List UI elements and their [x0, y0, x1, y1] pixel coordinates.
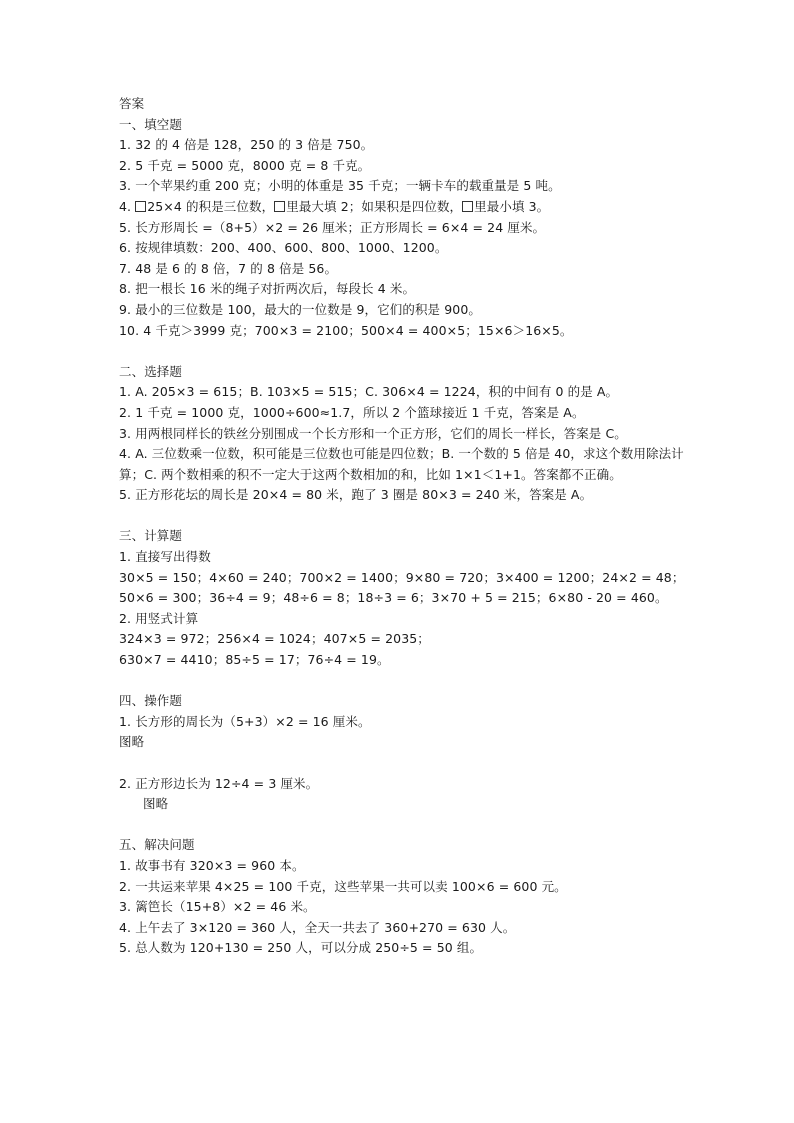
- section-heading-operation: 四、操作题: [119, 693, 183, 709]
- section-spacer: [119, 671, 719, 692]
- answer-item: 50×6 = 300；36÷4 = 9；48÷6 = 8；18÷3 = 6；3×70 + 5 = 215；6×80 - 20 = 460。: [119, 590, 668, 606]
- section-spacer: [119, 506, 719, 527]
- answer-item: 3. 篱笆长（15+8）×2 = 46 米。: [119, 899, 316, 915]
- figure-omitted-note: 图略: [119, 734, 145, 750]
- answer-item: 8. 把一根长 16 米的绳子对折两次后，每段长 4 米。: [119, 281, 416, 297]
- answer-item: 6. 按规律填数：200、400、600、800、1000、1200。: [119, 240, 448, 256]
- answer-item: 1. A. 205×3 = 615；B. 103×5 = 515；C. 306×4 = 1224，积的中间有 0 的是 A。: [119, 384, 619, 400]
- answer-text: 25×4 的积是三位数，: [147, 198, 275, 214]
- answer-text: 里最小填 3。: [474, 198, 550, 214]
- subheading: 2. 用竖式计算: [119, 610, 199, 626]
- section-spacer: [119, 753, 719, 774]
- blank-box-icon: [274, 201, 285, 212]
- answer-item: 4. 上午去了 3×120 = 360 人，全天一共去了 360+270 = 630 人。: [119, 919, 516, 935]
- answer-item: 10. 4 千克＞3999 克；700×3 = 2100；500×4 = 400×5；15×6＞16×5。: [119, 322, 573, 338]
- answer-item: 324×3 = 972；256×4 = 1024；407×5 = 2035；: [119, 631, 430, 647]
- subheading: 1. 直接写出得数: [119, 549, 211, 565]
- section-spacer: [119, 341, 719, 362]
- answer-item: 2. 5 千克 = 5000 克，8000 克 = 8 千克。: [119, 157, 371, 173]
- document-title: 答案: [119, 96, 145, 111]
- section-heading-multiple-choice: 二、选择题: [119, 363, 183, 379]
- answer-item: 3. 一个苹果约重 200 克；小明的体重是 35 千克；一辆卡车的载重量是 5 吨。: [119, 178, 561, 194]
- answer-item: 3. 用两根同样长的铁丝分别围成一个长方形和一个正方形，它们的周长一样长，答案是 C。: [119, 425, 627, 441]
- answer-item: 630×7 = 4410；85÷5 = 17；76÷4 = 19。: [119, 652, 390, 668]
- blank-box-icon: [135, 201, 146, 212]
- answer-item: 1. 32 的 4 倍是 128，250 的 3 倍是 750。: [119, 137, 374, 153]
- answer-item: [119, 197, 719, 218]
- answer-document: [119, 94, 719, 959]
- answer-item: 5. 长方形周长 =（8+5）×2 = 26 厘米；正方形周长 = 6×4 = 24 厘米。: [119, 219, 546, 235]
- figure-omitted-note: 图略: [143, 796, 169, 812]
- section-heading-calculation: 三、计算题: [119, 528, 183, 544]
- answer-item: 1. 故事书有 320×3 = 960 本。: [119, 857, 305, 873]
- answer-item: 1. 长方形的周长为（5+3）×2 = 16 厘米。: [119, 713, 371, 729]
- answer-text: 里最大填 2；如果积是四位数，: [286, 198, 463, 214]
- section-heading-fill-in: 一、填空题: [119, 116, 183, 132]
- answer-item: 9. 最小的三位数是 100，最大的一位数是 9，它们的积是 900。: [119, 301, 481, 317]
- answer-item: 4. A. 三位数乘一位数，积可能是三位数也可能是四位数；B. 一个数的 5 倍是 40，求这个数用除法计算；C. 两个数相乘的积不一定大于这两个数相加的和，比如 1×1＜1+1。答案都不正确。: [119, 446, 684, 482]
- section-heading-word-problems: 五、解决问题: [119, 837, 195, 853]
- answer-item: 2. 1 千克 = 1000 克，1000÷600≈1.7，所以 2 个篮球接近 1 千克，答案是 A。: [119, 404, 585, 420]
- answer-item: 7. 48 是 6 的 8 倍，7 的 8 倍是 56。: [119, 260, 338, 276]
- answer-item: 2. 正方形边长为 12÷4 = 3 厘米。: [119, 775, 319, 791]
- answer-item: 5. 正方形花坛的周长是 20×4 = 80 米，跑了 3 圈是 80×3 = 240 米，答案是 A。: [119, 487, 593, 503]
- answer-item: 5. 总人数为 120+130 = 250 人，可以分成 250÷5 = 50 组。: [119, 940, 483, 956]
- section-spacer: [119, 815, 719, 836]
- answer-item: 2. 一共运来苹果 4×25 = 100 千克，这些苹果一共可以卖 100×6 = 600 元。: [119, 878, 567, 894]
- answer-item: 30×5 = 150；4×60 = 240；700×2 = 1400；9×80 = 720；3×400 = 1200；24×2 = 48；: [119, 569, 685, 585]
- blank-box-icon: [462, 201, 473, 212]
- item-number: 4.: [119, 198, 136, 214]
